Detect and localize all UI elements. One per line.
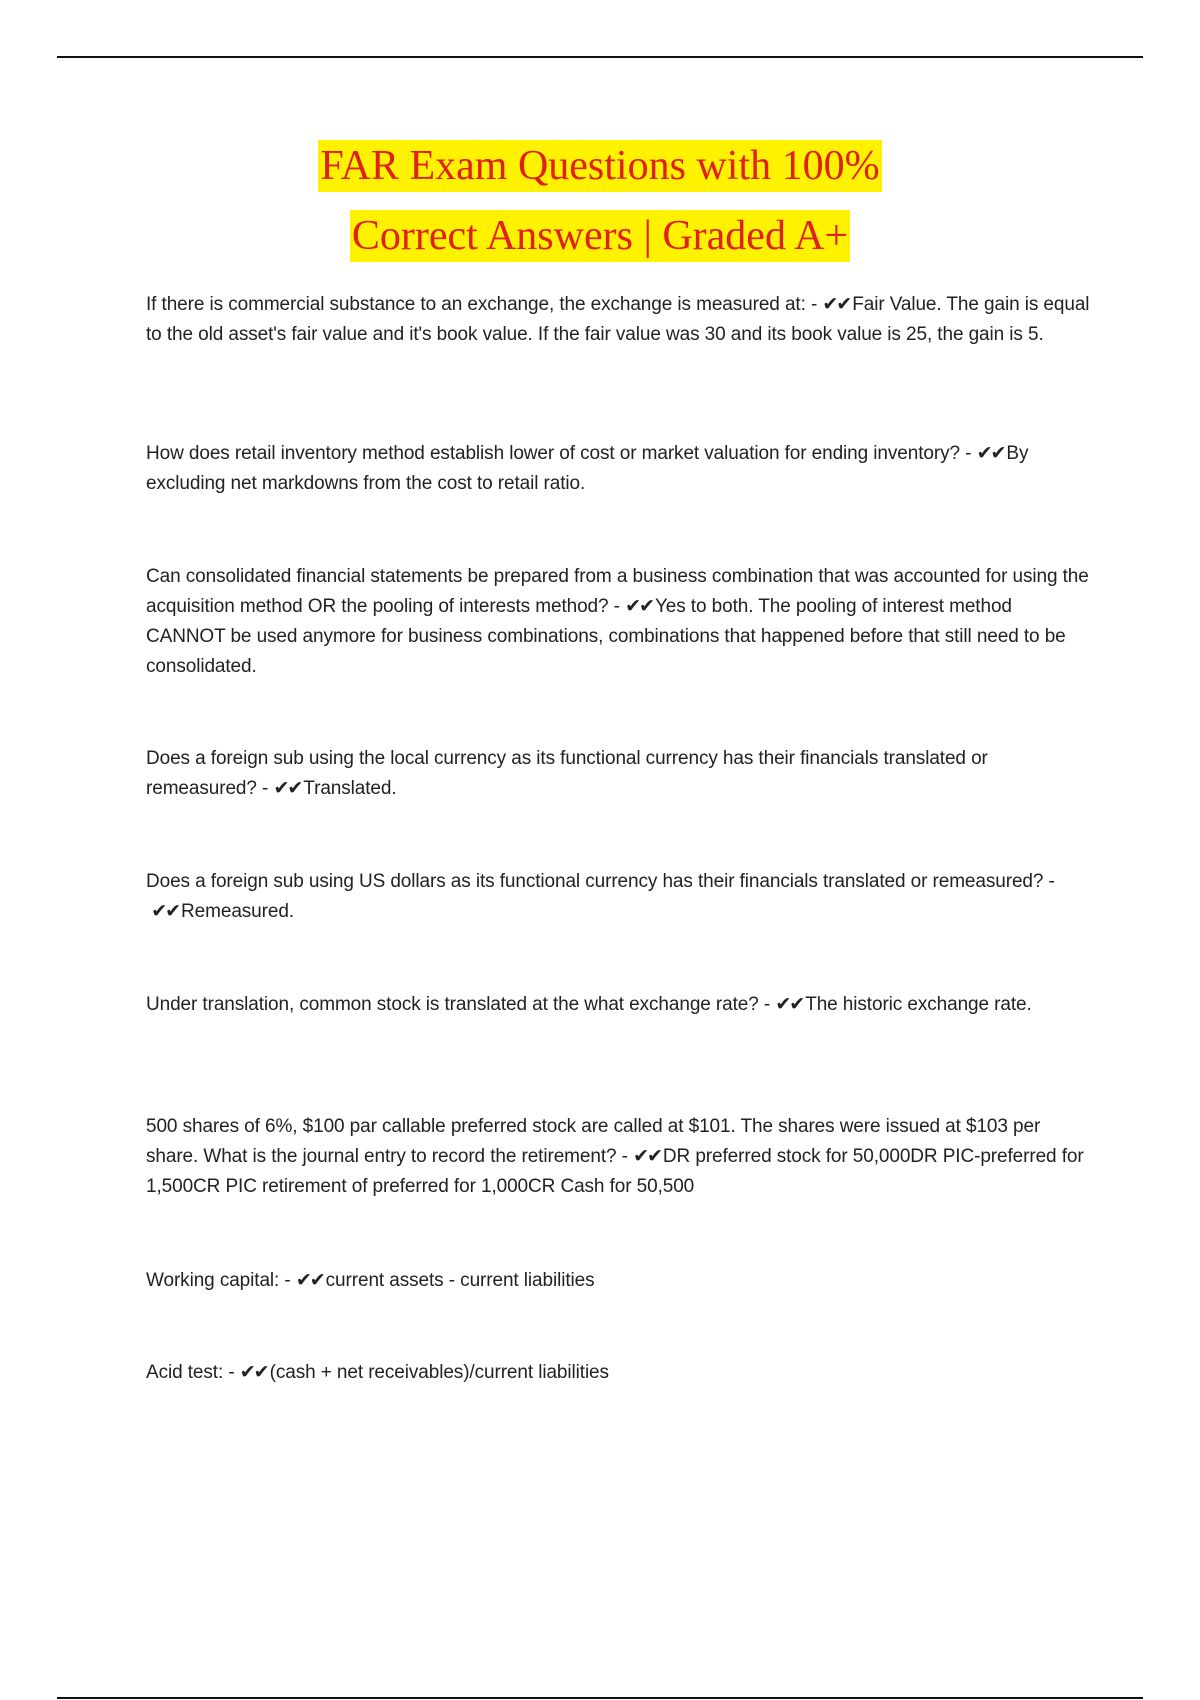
question-text: Can consolidated financial statements be prepared from a business combination that was accounted for using the acquisition method OR the pooling of interests method? -: [146, 566, 1089, 617]
double-check-icon: ✔✔: [273, 778, 302, 799]
double-check-icon: ✔✔: [625, 596, 653, 617]
document-title: [0, 140, 1200, 280]
answer-text: Fair Value. The gain is equal to the old asset's fair value and it's book value. If the fair value was 30 and its book value is 25, the gain is 5.: [146, 294, 1090, 345]
question-text: Acid test: -: [146, 1362, 235, 1383]
answer-text: (cash + net receivables)/current liabilities: [269, 1362, 609, 1383]
title-line-2: Correct Answers | Graded A+: [350, 210, 850, 262]
title-line-1: FAR Exam Questions with 100%: [318, 140, 881, 192]
double-check-icon: ✔✔: [295, 1270, 324, 1291]
qa-item-1: [146, 290, 1092, 350]
answer-text: The historic exchange rate.: [805, 994, 1032, 1015]
answer-text: current assets - current liabilities: [325, 1270, 595, 1291]
double-check-icon: ✔✔: [633, 1146, 661, 1167]
qa-item-4: [146, 744, 1092, 804]
answer-text: DR preferred stock for 50,000DR PIC-preferred for 1,500CR PIC retirement of preferred for 1,000CR Cash for 50,500: [146, 1146, 1084, 1197]
qa-item-5: [146, 867, 1092, 927]
qa-item-8: [146, 1266, 1092, 1296]
question-text: Working capital: -: [146, 1270, 291, 1291]
answer-text: Remeasured.: [181, 901, 294, 922]
double-check-icon: ✔✔: [822, 294, 851, 315]
question-text: Does a foreign sub using the local currency as its functional currency has their financials translated or remeasured? -: [146, 748, 988, 799]
qa-item-7: [146, 1112, 1092, 1202]
double-check-icon: ✔✔: [239, 1362, 268, 1383]
qa-item-3: [146, 562, 1092, 682]
question-text: Under translation, common stock is translated at the what exchange rate? -: [146, 994, 771, 1015]
header-rule: [57, 56, 1143, 58]
double-check-icon: ✔✔: [976, 443, 1005, 464]
question-text: How does retail inventory method establish lower of cost or market valuation for ending inventory? -: [146, 443, 972, 464]
qa-item-9: [146, 1358, 1092, 1388]
question-text: 500 shares of 6%, $100 par callable preferred stock are called at $101. The shares were issued at $103 per share. What is the journal entry to record the retirement? -: [146, 1116, 1041, 1167]
qa-item-2: [146, 439, 1092, 499]
double-check-icon: ✔✔: [775, 994, 804, 1015]
answer-text: By excluding net markdowns from the cost to retail ratio.: [146, 443, 1029, 494]
answer-text: Yes to both. The pooling of interest method CANNOT be used anymore for business combinations, combinations that happened before that still need to be consolidated.: [146, 596, 1066, 677]
question-text: If there is commercial substance to an exchange, the exchange is measured at: -: [146, 294, 818, 315]
qa-item-6: [146, 990, 1092, 1020]
answer-text: Translated.: [303, 778, 397, 799]
question-text: Does a foreign sub using US dollars as its functional currency has their financials translated or remeasured? -: [146, 871, 1055, 892]
footer-rule: [57, 1697, 1143, 1699]
double-check-icon: ✔✔: [151, 901, 180, 922]
